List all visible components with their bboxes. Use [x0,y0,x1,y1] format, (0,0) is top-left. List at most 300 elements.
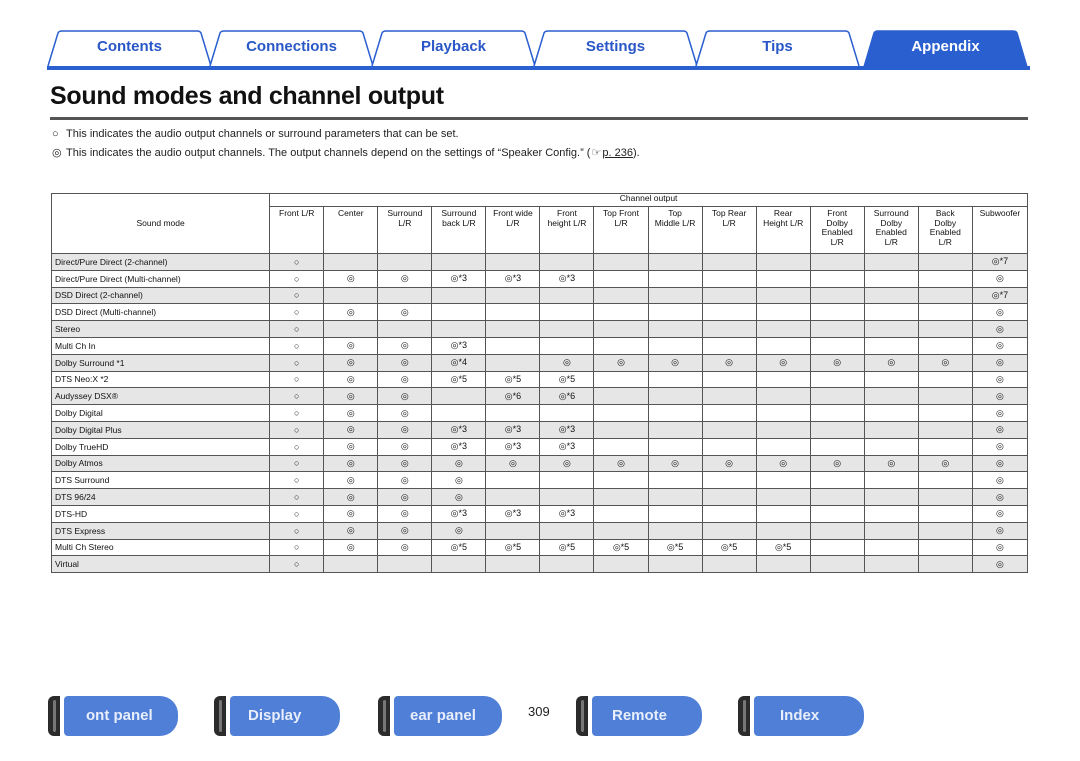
channel-cell [756,321,810,338]
column-header-line: Surround [441,208,477,218]
page-title: Sound modes and channel output [50,82,444,110]
column-header [972,207,1027,254]
channel-cell: ◎ [972,405,1027,422]
channel-cell: ◎*3 [432,270,486,287]
channel-cell: ◎ [324,472,378,489]
channel-cell: ◎ [324,489,378,506]
channel-cell [810,321,864,338]
channel-cell: ◎ [972,438,1027,455]
tab-playback-label: Playback [420,38,487,55]
channel-cell [864,522,918,539]
channel-cell: ◎ [810,455,864,472]
channel-cell [648,489,702,506]
channel-cell [864,505,918,522]
channel-cell [648,388,702,405]
column-header [864,207,918,254]
channel-cell: ○ [270,472,324,489]
channel-cell [702,405,756,422]
channel-cell: ◎*3 [540,505,594,522]
nav-front-panel-label: ont panel [64,696,178,736]
channel-cell: ◎ [324,405,378,422]
column-header [270,207,324,254]
column-header [810,207,864,254]
sound-mode-name: Direct/Pure Direct (Multi-channel) [52,270,270,287]
column-header-line: Top Rear [711,208,747,218]
nav-index[interactable] [738,696,864,736]
channel-cell [594,337,648,354]
channel-cell [648,522,702,539]
sound-mode-name: DTS 96/24 [52,489,270,506]
channel-cell [918,489,972,506]
sound-mode-name: Stereo [52,321,270,338]
channel-cell: ◎*5 [648,539,702,556]
channel-cell: ◎ [324,388,378,405]
channel-cell [486,405,540,422]
channel-cell [864,321,918,338]
channel-cell [432,388,486,405]
channel-cell [594,405,648,422]
tab-connections-label: Connections [246,38,337,55]
channel-cell [918,472,972,489]
column-header-line: L/R [398,217,412,228]
tab-bar [47,30,1030,70]
channel-cell [594,287,648,304]
channel-cell: ○ [270,337,324,354]
channel-cell: ◎ [864,354,918,371]
channel-cell: ◎ [540,455,594,472]
channel-cell: ◎ [864,455,918,472]
channel-cell: ◎ [378,371,432,388]
channel-cell [864,472,918,489]
channel-cell [810,254,864,271]
tab-tips[interactable] [695,30,860,67]
column-header-line: Top Front [603,208,639,218]
channel-cell [810,438,864,455]
channel-cell: ◎ [432,489,486,506]
channel-cell [756,371,810,388]
channel-cell [702,337,756,354]
sound-mode-table [51,193,1028,573]
channel-cell [486,472,540,489]
channel-cell [648,254,702,271]
channel-cell [756,287,810,304]
channel-cell: ◎ [702,455,756,472]
channel-cell [918,405,972,422]
channel-cell: ◎ [378,522,432,539]
channel-cell [648,371,702,388]
column-header-line: Surround [873,208,909,218]
channel-cell: ◎ [324,371,378,388]
channel-cell: ◎ [648,354,702,371]
channel-cell: ◎*5 [486,371,540,388]
sound-mode-name: Dolby Digital [52,405,270,422]
channel-cell: ○ [270,371,324,388]
table-row [52,438,1028,455]
sound-mode-name: DSD Direct (Multi-channel) [52,304,270,321]
channel-cell [594,505,648,522]
channel-cell: ◎ [972,354,1027,371]
tab-settings[interactable] [533,30,698,67]
channel-cell [864,489,918,506]
channel-cell [756,472,810,489]
column-header-line: Dolby [934,217,957,228]
column-header-line: L/R [830,236,844,247]
nav-cap [48,696,60,736]
sound-mode-name: Dolby Digital Plus [52,421,270,438]
channel-cell [756,388,810,405]
channel-cell [324,321,378,338]
note-double-close: ). [632,147,640,159]
channel-cell [540,522,594,539]
channel-cell [378,556,432,573]
channel-cell [702,505,756,522]
column-header-line: Middle L/R [654,217,696,228]
channel-cell: ◎*7 [972,254,1027,271]
sound-mode-name: DTS Neo:X *2 [52,371,270,388]
channel-cell [756,556,810,573]
column-header-line: Enabled [875,227,907,237]
table-row [52,405,1028,422]
channel-cell [756,489,810,506]
column-header-line: height L/R [547,217,587,228]
channel-cell [702,304,756,321]
channel-cell [756,522,810,539]
channel-cell: ◎ [432,472,486,489]
channel-cell [540,321,594,338]
channel-cell [324,254,378,271]
column-header-line: Surround [387,208,423,218]
table-row [52,287,1028,304]
channel-cell: ◎ [324,270,378,287]
channel-cell: ◎*3 [432,337,486,354]
channel-cell [918,337,972,354]
channel-cell: ◎ [324,421,378,438]
channel-cell: ◎ [378,455,432,472]
column-header [594,207,648,254]
column-header-line: Center [338,208,364,218]
channel-cell [756,438,810,455]
channel-cell: ◎ [702,354,756,371]
channel-cell: ◎*3 [540,421,594,438]
column-header-line: L/R [722,217,736,228]
channel-cell [432,304,486,321]
channel-cell: ○ [270,321,324,338]
column-header-line: Subwoofer [979,208,1021,218]
channel-cell: ◎*3 [540,438,594,455]
column-header [324,207,378,254]
channel-cell: ○ [270,455,324,472]
channel-cell [324,556,378,573]
channel-cell [864,371,918,388]
channel-cell [324,287,378,304]
channel-cell: ◎ [972,337,1027,354]
channel-cell [486,354,540,371]
channel-cell [432,405,486,422]
sound-mode-name: DTS Surround [52,472,270,489]
channel-cell [648,421,702,438]
table-row [52,539,1028,556]
channel-cell [540,472,594,489]
channel-cell: ◎*3 [486,421,540,438]
channel-cell: ○ [270,405,324,422]
channel-cell: ◎ [756,354,810,371]
channel-cell: ○ [270,556,324,573]
channel-cell: ○ [270,388,324,405]
channel-cell [810,522,864,539]
channel-cell [810,505,864,522]
channel-cell: ○ [270,304,324,321]
channel-cell [378,254,432,271]
channel-cell [540,489,594,506]
channel-cell [810,405,864,422]
channel-cell: ○ [270,539,324,556]
nav-display-label: Display [230,696,340,736]
channel-cell [486,321,540,338]
channel-cell [486,522,540,539]
channel-cell [918,254,972,271]
channel-cell: ◎ [918,455,972,472]
channel-cell [432,556,486,573]
channel-cell [810,388,864,405]
channel-cell: ◎*3 [432,505,486,522]
channel-cell [918,371,972,388]
column-header [918,207,972,254]
page-reference-link[interactable]: p. 236 [602,147,633,159]
channel-cell [918,522,972,539]
channel-cell [378,321,432,338]
tab-contents-label: Contents [97,38,162,55]
note-double-circle [52,146,640,159]
channel-cell [864,270,918,287]
tab-settings-label: Settings [585,38,646,55]
column-header [540,207,594,254]
channel-cell [594,254,648,271]
channel-cell [810,472,864,489]
channel-cell: ◎ [324,304,378,321]
column-header-line: L/R [506,217,520,228]
channel-cell: ◎ [378,337,432,354]
column-header [486,207,540,254]
column-header-line: back L/R [442,217,476,228]
sound-mode-name: Direct/Pure Direct (2-channel) [52,254,270,271]
channel-cell [864,304,918,321]
channel-cell [594,522,648,539]
channel-cell: ◎*5 [702,539,756,556]
channel-cell [702,556,756,573]
sound-mode-name: Multi Ch Stereo [52,539,270,556]
page-number: 309 [528,704,550,719]
channel-cell [594,421,648,438]
channel-cell [864,539,918,556]
channel-cell [486,337,540,354]
channel-cell: ◎ [378,270,432,287]
channel-cell [648,472,702,489]
channel-cell: ◎*7 [972,287,1027,304]
channel-cell [756,421,810,438]
channel-cell: ◎ [324,455,378,472]
channel-cell [540,254,594,271]
channel-cell: ◎ [648,455,702,472]
channel-cell: ◎*5 [540,371,594,388]
channel-cell [810,539,864,556]
nav-rear-panel[interactable] [378,696,502,736]
channel-cell: ◎*5 [432,371,486,388]
table-row [52,522,1028,539]
channel-cell: ◎ [378,354,432,371]
table-row [52,388,1028,405]
channel-cell [648,438,702,455]
nav-display[interactable] [214,696,340,736]
channel-cell: ◎ [324,522,378,539]
channel-cell [810,304,864,321]
nav-front-panel[interactable] [48,696,178,736]
channel-cell [702,287,756,304]
sound-mode-name: Dolby TrueHD [52,438,270,455]
channel-cell: ◎ [324,354,378,371]
table-row [52,371,1028,388]
channel-cell: ◎ [972,421,1027,438]
channel-cell: ◎ [972,539,1027,556]
channel-cell: ◎ [594,354,648,371]
nav-cap [576,696,588,736]
column-header-line: L/R [614,217,628,228]
channel-cell: ◎ [972,505,1027,522]
channel-cell [648,321,702,338]
channel-cell: ◎*6 [540,388,594,405]
channel-cell [918,556,972,573]
channel-cell [864,556,918,573]
channel-cell [756,505,810,522]
sound-mode-name: DSD Direct (2-channel) [52,287,270,304]
channel-cell [810,270,864,287]
nav-rear-panel-label: ear panel [394,696,502,736]
tab-tips-label: Tips [762,38,793,55]
channel-cell: ◎ [432,455,486,472]
channel-cell: ◎ [324,539,378,556]
channel-cell: ◎ [972,455,1027,472]
channel-cell: ◎ [594,455,648,472]
channel-cell [918,287,972,304]
column-header-line: Enabled [821,227,853,237]
sound-mode-name: DTS Express [52,522,270,539]
channel-cell: ◎ [378,539,432,556]
channel-cell [432,321,486,338]
channel-cell [756,254,810,271]
channel-cell: ○ [270,438,324,455]
channel-cell [594,556,648,573]
channel-cell [918,421,972,438]
tab-appendix-label: Appendix [911,38,980,55]
channel-cell [918,388,972,405]
channel-cell: ◎*5 [486,539,540,556]
page-reference-icon: ☞ [591,147,602,159]
channel-cell: ◎*5 [540,539,594,556]
sound-mode-name: Dolby Surround *1 [52,354,270,371]
channel-cell: ◎ [972,371,1027,388]
channel-cell [810,556,864,573]
channel-cell: ◎*3 [540,270,594,287]
sound-mode-name: Virtual [52,556,270,573]
tab-appendix[interactable] [863,30,1028,67]
channel-cell: ◎ [972,321,1027,338]
column-header-line: Front L/R [279,208,315,218]
channel-cell [540,337,594,354]
channel-cell: ◎*3 [432,421,486,438]
channel-cell [378,287,432,304]
channel-cell [810,489,864,506]
tab-contents[interactable] [47,30,212,67]
channel-cell [918,321,972,338]
table-row [52,254,1028,271]
channel-cell: ◎*5 [432,539,486,556]
channel-cell: ◎ [756,455,810,472]
channel-cell: ◎ [540,354,594,371]
table-row [52,489,1028,506]
sound-mode-name: Multi Ch In [52,337,270,354]
tab-playback[interactable] [371,30,536,67]
table-row [52,472,1028,489]
channel-cell: ◎ [432,522,486,539]
channel-cell [648,556,702,573]
channel-cell [810,371,864,388]
channel-cell: ○ [270,505,324,522]
channel-cell [540,304,594,321]
channel-output-header: Channel output [270,194,1028,207]
nav-remote[interactable] [576,696,702,736]
channel-cell [864,388,918,405]
channel-cell: ○ [270,254,324,271]
channel-cell [486,254,540,271]
channel-cell: ◎*4 [432,354,486,371]
table-row [52,304,1028,321]
channel-cell [540,287,594,304]
channel-cell [702,438,756,455]
channel-cell [702,388,756,405]
column-header-line: Dolby [826,217,849,228]
channel-cell [864,405,918,422]
tab-connections[interactable] [209,30,374,67]
sound-mode-name: DTS-HD [52,505,270,522]
channel-cell [918,438,972,455]
column-header-line: Dolby [880,217,903,228]
channel-cell [594,321,648,338]
sound-mode-name: Dolby Atmos [52,455,270,472]
channel-cell [540,405,594,422]
channel-cell [648,505,702,522]
channel-cell: ◎*3 [432,438,486,455]
channel-cell [864,254,918,271]
channel-cell [594,270,648,287]
channel-cell [486,304,540,321]
channel-cell [648,270,702,287]
channel-cell: ◎ [972,270,1027,287]
channel-cell: ◎ [972,388,1027,405]
column-header-line: Top [668,208,682,218]
table-row [52,337,1028,354]
channel-cell [702,489,756,506]
channel-cell [810,287,864,304]
channel-cell [648,287,702,304]
table-row [52,505,1028,522]
column-header-line: Height L/R [763,217,804,228]
channel-cell: ◎ [378,388,432,405]
channel-cell: ○ [270,522,324,539]
channel-cell [594,371,648,388]
column-header [378,207,432,254]
channel-cell [594,304,648,321]
channel-cell: ◎*3 [486,438,540,455]
channel-cell: ◎ [972,472,1027,489]
